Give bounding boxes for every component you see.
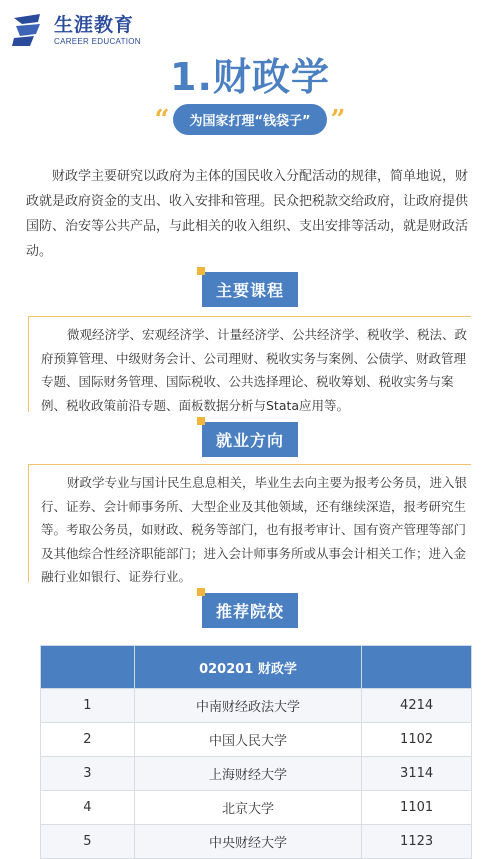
slogan-pill: 为国家打理“钱袋子” [173, 104, 326, 135]
code-cell: 3114 [362, 757, 472, 791]
close-quote-icon: ” [330, 104, 346, 135]
table-row [41, 723, 472, 757]
careers-box [28, 464, 471, 582]
page-title: 1.财政学 [170, 55, 330, 99]
schools-table [40, 645, 472, 859]
school-cell: 中央财经大学 [134, 825, 361, 859]
rank-cell: 5 [41, 825, 135, 859]
table-row [41, 689, 472, 723]
rank-cell: 3 [41, 757, 135, 791]
careers-text: 财政学专业与国计民生息息相关，毕业生去向主要为报考公务员，进入银行、证券、会计师事务所、大型企业及其他领域，还有继续深造，报考研究生等。考取公务员，如财政、税务等部门，也有报考审计、国有资产管理等部门及其他综合性经济职能部门；进入会计师事务所或从事会计相关工作；进入金融行业如银行、证券行业。 [41, 475, 468, 584]
schools-heading: 推荐院校 [202, 593, 298, 628]
code-cell: 4214 [362, 689, 472, 723]
school-cell: 上海财经大学 [134, 757, 361, 791]
rank-cell: 2 [41, 723, 135, 757]
courses-text: 微观经济学、宏观经济学、计量经济学、公共经济学、税收学、税法、政府预算管理、中级财务会计、公司理财、税收实务与案例、公债学、财政管理专题、国际财务管理、国际税收、公共选择理论、税收筹划、税收实务与案例、税收政策前沿专题、面板数据分析与Stata应用等。 [41, 327, 468, 413]
careers-header [0, 422, 500, 457]
table-row [41, 791, 472, 825]
table-header-cell [41, 646, 135, 689]
table-row [41, 825, 472, 859]
careers-heading: 就业方向 [202, 422, 298, 457]
brand-name: 生涯教育 [54, 13, 135, 36]
school-cell: 中南财经政法大学 [134, 689, 361, 723]
table-header-cell [362, 646, 472, 689]
code-cell: 1123 [362, 825, 472, 859]
logo-mark-icon [10, 12, 46, 48]
table-header-cell: 020201 财政学 [134, 646, 361, 689]
code-cell: 1101 [362, 791, 472, 825]
rank-cell: 1 [41, 689, 135, 723]
courses-header [0, 272, 500, 307]
courses-box [28, 316, 471, 412]
slogan-row [0, 104, 500, 135]
school-cell: 北京大学 [134, 791, 361, 825]
intro-paragraph: 财政学主要研究以政府为主体的国民收入分配活动的规律，简单地说，财政就是政府资金的支出、收入安排和管理。民众把税款交给政府，让政府提供国防、治安等公共产品，与此相关的收入组织、支出安排等活动，就是财政活动。 [26, 169, 469, 259]
schools-header [0, 593, 500, 628]
school-cell: 中国人民大学 [134, 723, 361, 757]
brand-tagline: CAREER EDUCATION [54, 36, 141, 46]
code-cell: 1102 [362, 723, 472, 757]
courses-heading: 主要课程 [202, 272, 298, 307]
open-quote-icon: “ [154, 104, 170, 135]
table-header-row [41, 646, 472, 689]
rank-cell: 4 [41, 791, 135, 825]
table-row [41, 757, 472, 791]
